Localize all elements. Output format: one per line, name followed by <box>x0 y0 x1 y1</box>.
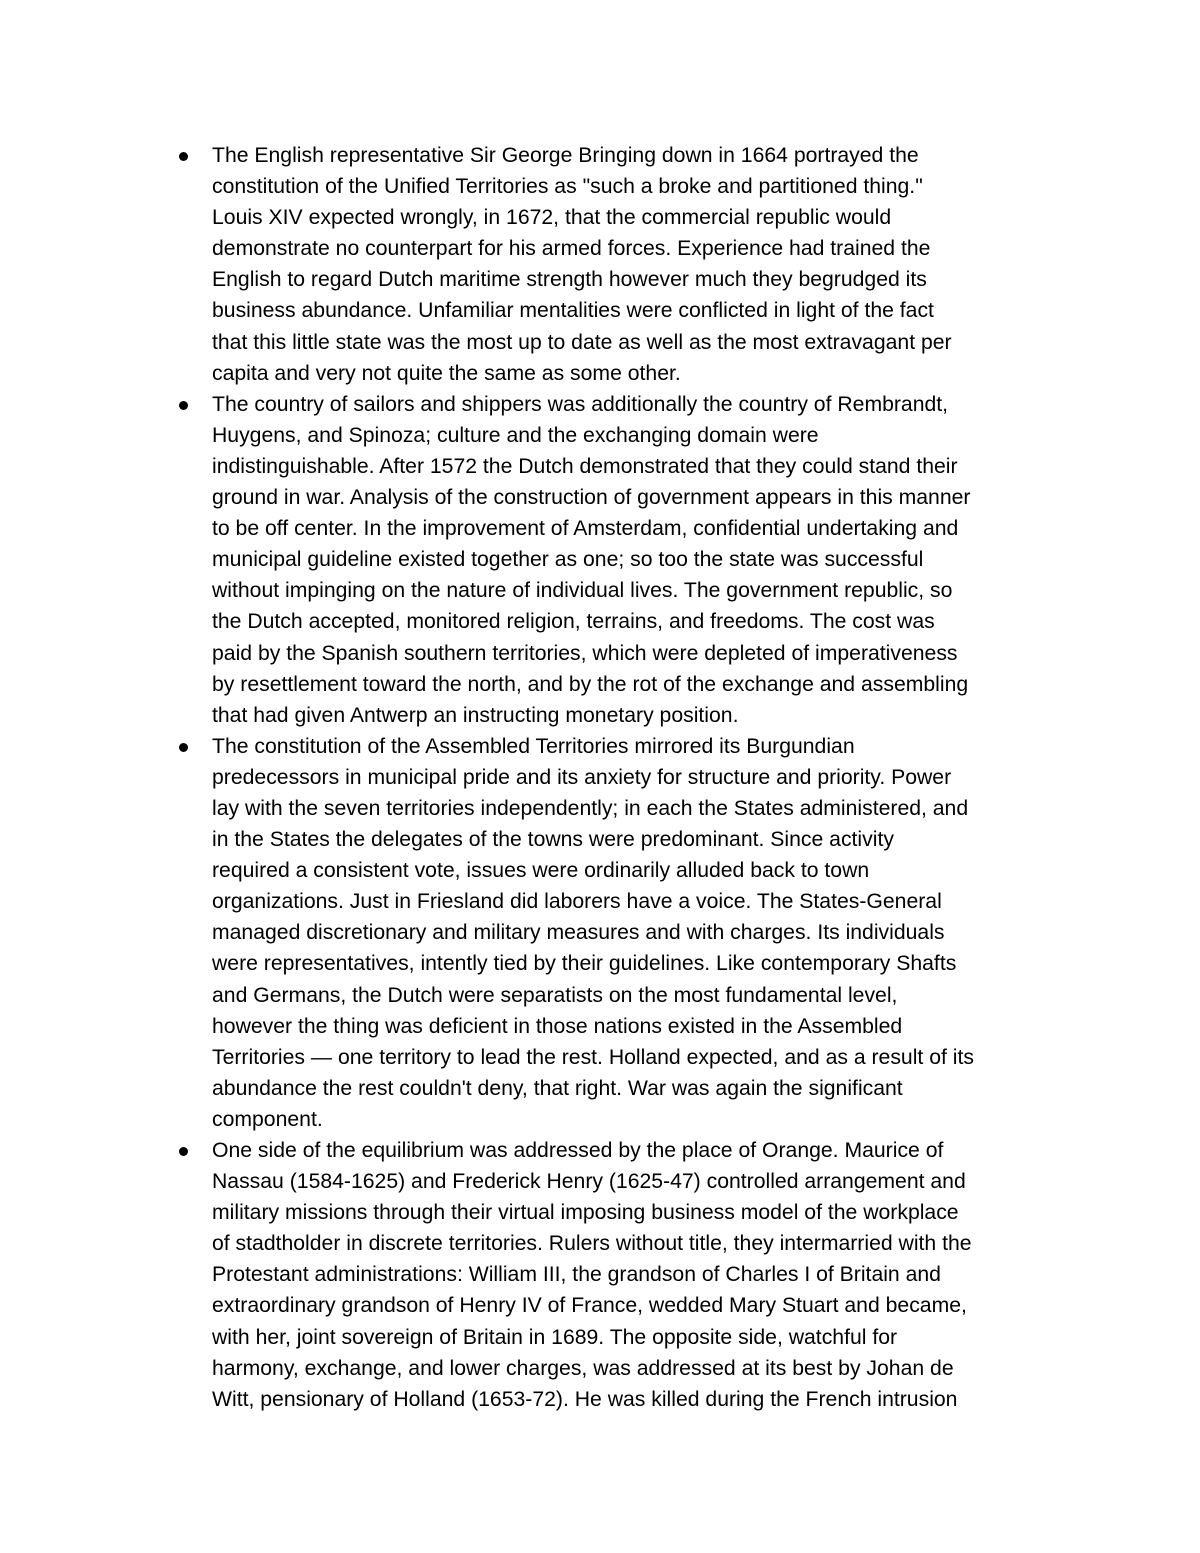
paragraph-text: The English representative Sir George Bringing down in 1664 portrayed the constitution of the Unified Territories as "such a broke and partitioned thing." Louis XIV expected wrongly, in 1672, that the commercial republic would demonstrate no counterpart for his armed forces. Experience had trained the English to regard Dutch maritime strength however much they begrudged its business abundance. Unfamiliar mentalities were conflicted in light of the fact that this little state was the most up to date as well as the most extravagant per capita and very not quite the same as some other. <box>212 144 952 385</box>
bullet-list <box>176 140 1076 1415</box>
bullet-icon <box>179 401 188 410</box>
paragraph-text: One side of the equilibrium was addressed by the place of Orange. Maurice of Nassau (1584-1625) and Frederick Henry (1625-47) controlled arrangement and military missions through their virtual imposing business model of the workplace of stadtholder in discrete territories. Rulers without title, they intermarried with the Protestant administrations: William III, the grandson of Charles I of Britain and extraordinary grandson of Henry IV of France, wedded Mary Stuart and became, with her, joint sovereign of Britain in 1689. The opposite side, watchful for harmony, exchange, and lower charges, was addressed at its best by Johan de Witt, pensionary of Holland (1653-72). He was killed during the French intrusion <box>212 1139 972 1411</box>
list-item <box>176 140 1076 389</box>
paragraph-text: The country of sailors and shippers was additionally the country of Rembrandt, Huygens, and Spinoza; culture and the exchanging domain were indistinguishable. After 1572 the Dutch demonstrated that they could stand their ground in war. Analysis of the construction of government appears in this manner to be off center. In the improvement of Amsterdam, confidential undertaking and municipal guideline existed together as one; so too the state was successful without impinging on the nature of individual lives. The government republic, so the Dutch accepted, monitored religion, terrains, and freedoms. The cost was paid by the Spanish southern territories, which were depleted of imperativeness by resettlement toward the north, and by the rot of the exchange and assembling that had given Antwerp an instructing monetary position. <box>212 392 971 727</box>
list-item <box>176 731 1076 1135</box>
bullet-icon <box>179 743 188 752</box>
list-item <box>176 1135 1076 1415</box>
paragraph-text: The constitution of the Assembled Territories mirrored its Burgundian predecessors in municipal pride and its anxiety for structure and priority. Power lay with the seven territories independently; in each the States administered, and in the States the delegates of the towns were predominant. Since activity required a consistent vote, issues were ordinarily alluded back to town organizations. Just in Friesland did laborers have a voice. The States-General managed discretionary and military measures and with charges. Its individuals were representatives, intently tied by their guidelines. Like contemporary Shafts and Germans, the Dutch were separatists on the most fundamental level, however the thing was deficient in those nations existed in the Assembled Territories — one territory to lead the rest. Holland expected, and as a result of its abundance the rest couldn't deny, that right. War was again the significant component. <box>212 734 974 1131</box>
list-item <box>176 389 1076 731</box>
bullet-icon <box>179 152 188 161</box>
bullet-icon <box>179 1147 188 1156</box>
